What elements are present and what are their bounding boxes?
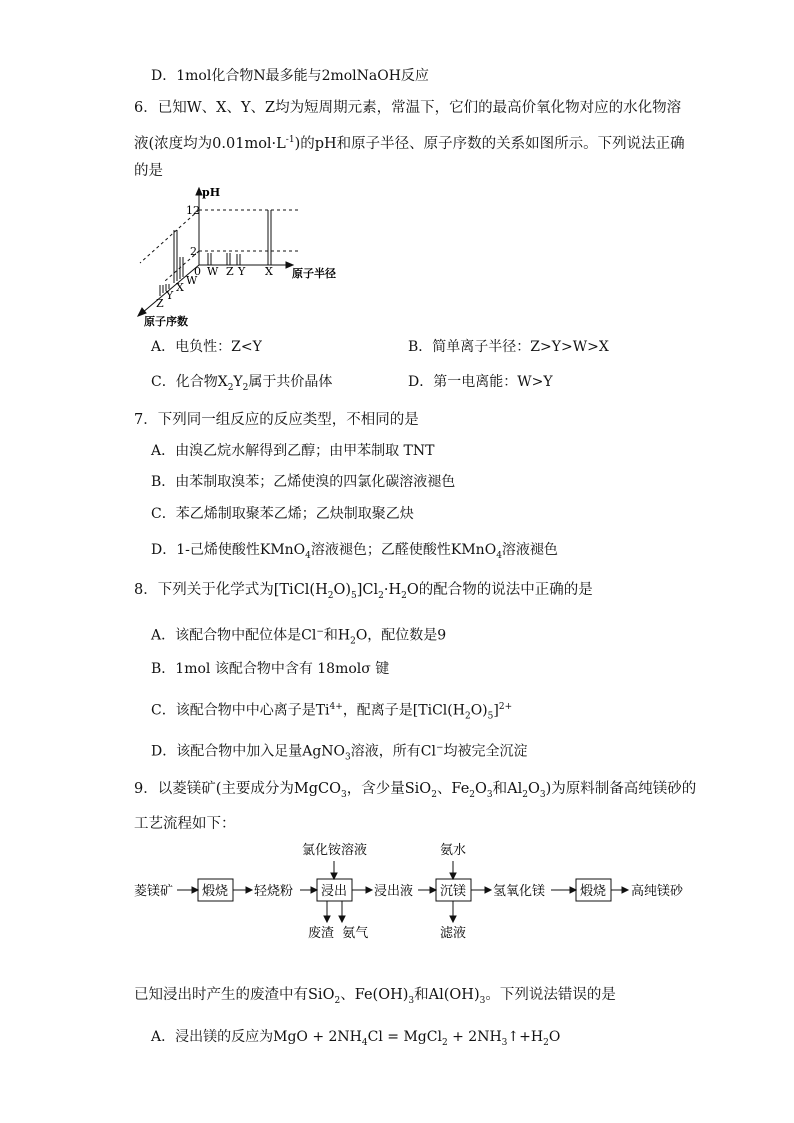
q8-option-a-b: 和H bbox=[323, 627, 351, 644]
flow-box1-label: 煅烧 bbox=[202, 884, 229, 899]
tick-2: 2 bbox=[190, 245, 197, 258]
q8-option-b: B．1mol 该配合物中含有 18molσ 键 bbox=[151, 661, 390, 677]
q9-stem-c: 、Fe bbox=[436, 781, 470, 797]
flow-raw: 菱镁矿 bbox=[134, 884, 174, 899]
q8-option-d-c: 均被完全沉淀 bbox=[443, 743, 528, 760]
flow-output1: 废渣 氨气 bbox=[308, 926, 369, 941]
q8-stem-sub3: 2 bbox=[378, 590, 384, 601]
q8-stem-e: O的配合物的说法中正确的是 bbox=[406, 582, 593, 598]
tick-12: 12 bbox=[186, 204, 200, 217]
q8-stem-d: ·H bbox=[383, 582, 402, 598]
radius-axis-label: 原子半径 bbox=[292, 267, 336, 280]
flow-output2: 滤液 bbox=[440, 926, 467, 941]
q9-option-a-c: + 2NH bbox=[447, 1029, 502, 1045]
q6-option-c-b: 属于共价晶体 bbox=[248, 374, 333, 390]
q6-stem-line2-b: )的pH和原子半径、原子序数的关系如图所示。下列说法正确 bbox=[294, 135, 685, 152]
q7-option-a: A．由溴乙烷水解得到乙醇；由甲苯制取 TNT bbox=[151, 443, 435, 459]
q6-option-c-sub2: 2 bbox=[242, 382, 249, 393]
q6-option-c-sub1: 2 bbox=[227, 382, 234, 393]
q9-option-a-e: O bbox=[548, 1029, 561, 1045]
q9-stem-g: )为原料制备高纯镁砂的 bbox=[545, 781, 697, 797]
depth-label-x: X bbox=[176, 281, 184, 294]
q8-option-d-a: D．该配合物中加入足量AgNO bbox=[151, 743, 346, 760]
q8-option-c-sub1: 2 bbox=[464, 711, 471, 722]
q9-stem bbox=[134, 779, 696, 805]
q9-stem-sub5: 2 bbox=[522, 789, 528, 800]
q9-option-a-sub2: 2 bbox=[441, 1037, 448, 1048]
q9-stem-a: 9．以菱镁矿(主要成分为MgCO bbox=[134, 781, 341, 797]
q9-note-c: 和Al(OH) bbox=[414, 987, 480, 1003]
q8-option-c-sub2: 5 bbox=[487, 711, 494, 722]
depth-axis-label: 原子序数 bbox=[144, 315, 188, 328]
q8-option-c-sup1: 4+ bbox=[329, 702, 343, 712]
q9-note-b: 、Fe(OH) bbox=[340, 987, 409, 1003]
q8-stem-a: 8．下列关于化学式为[TiCl(H bbox=[134, 582, 328, 598]
q6-stem-line2-sup: -1 bbox=[285, 135, 295, 145]
q9-option-a-sub4: 2 bbox=[543, 1037, 549, 1048]
q9-flow-chart bbox=[130, 838, 700, 948]
q9-option-a-sub1: 4 bbox=[361, 1037, 368, 1048]
q6-stem-line2 bbox=[134, 130, 685, 154]
depth-label-y: Y bbox=[166, 289, 174, 302]
q9-option-a-sub3: 3 bbox=[501, 1037, 508, 1048]
flow-input1: 氯化铵溶液 bbox=[302, 843, 368, 858]
q9-note-d: 。下列说法错误的是 bbox=[485, 987, 616, 1003]
q7-option-c: C．苯乙烯制取聚苯乙烯；乙炔制取聚乙炔 bbox=[151, 506, 414, 522]
x-label-x: X bbox=[265, 265, 273, 278]
x-label-y: Y bbox=[238, 265, 246, 278]
x-label-z: Z bbox=[226, 265, 234, 278]
tick-0: 0 bbox=[194, 265, 201, 278]
q8-option-c-d: ] bbox=[493, 702, 499, 719]
q9-stem-e: 和Al bbox=[492, 781, 523, 797]
q7-stem: 7．下列同一组反应的反应类型，不相同的是 bbox=[134, 412, 419, 428]
flow-box2-label: 浸出 bbox=[321, 884, 348, 899]
q6-option-b: B．简单离子半径：Z>Y>W>X bbox=[408, 339, 609, 355]
q8-option-c-b: ，配离子是[TiCl(H bbox=[342, 702, 465, 719]
flow-mid1: 轻烧粉 bbox=[254, 884, 294, 899]
q6-option-c bbox=[151, 372, 332, 398]
q8-stem-sub2: 5 bbox=[351, 590, 357, 601]
q9-option-a-a: A．浸出镁的反应为MgO + 2NH bbox=[151, 1029, 362, 1045]
q7-option-b: B．由苯制取溴苯；乙烯使溴的四氯化碳溶液褪色 bbox=[151, 474, 456, 490]
flow-mid2: 浸出液 bbox=[374, 884, 414, 899]
q6-option-c-a: C．化合物X bbox=[151, 374, 228, 390]
q8-option-d-b: 溶液，所有Cl bbox=[350, 743, 436, 760]
q9-note-sub3: 3 bbox=[479, 995, 486, 1006]
q7-option-d bbox=[151, 540, 558, 566]
q9-option-a-d: ↑+H bbox=[507, 1029, 544, 1045]
q6-stem-line3: 的是 bbox=[134, 163, 163, 179]
q8-stem-c: ]Cl bbox=[356, 582, 379, 598]
q8-option-a-a: A．该配合物中配位体是Cl bbox=[151, 627, 317, 644]
q7-option-d-b: 溶液褪色；乙醛使酸性KMnO bbox=[310, 542, 497, 558]
flow-mid3: 氢氧化镁 bbox=[493, 884, 546, 899]
flow-product: 高纯镁砂 bbox=[631, 884, 684, 899]
q9-option-a-b: Cl = MgCl bbox=[367, 1029, 442, 1045]
q5-option-d: D．1mol化合物N最多能与2molNaOH反应 bbox=[151, 68, 429, 84]
q9-stem-sub4: 3 bbox=[486, 789, 493, 800]
q8-stem-b: O) bbox=[333, 582, 352, 598]
x-label-w: W bbox=[207, 265, 219, 278]
q6-option-c-mid: Y bbox=[233, 374, 243, 390]
q9-stem-sub1: 3 bbox=[341, 789, 347, 800]
q7-option-d-a: D．1-己烯使酸性KMnO bbox=[151, 542, 306, 558]
q6-stem-line1: 6．已知W、X、Y、Z均为短周期元素，常温下，它们的最高价氧化物对应的水化物溶 bbox=[134, 100, 682, 116]
q9-note-a: 已知浸出时产生的废渣中有SiO bbox=[134, 987, 335, 1003]
q9-stem-sub2: 2 bbox=[431, 789, 437, 800]
q8-option-c-a: C．该配合物中中心离子是Ti bbox=[151, 702, 330, 719]
q9-note bbox=[134, 985, 616, 1011]
q9-note-sub2: 3 bbox=[408, 995, 415, 1006]
q8-stem-sub1: 2 bbox=[327, 590, 334, 601]
depth-label-w: W bbox=[186, 274, 198, 287]
q8-option-a-c: O，配位数是9 bbox=[355, 627, 447, 644]
q9-note-sub1: 2 bbox=[334, 995, 341, 1006]
flow-box4-label: 煅烧 bbox=[580, 884, 607, 899]
q9-stem-b: ，含少量SiO bbox=[346, 781, 432, 797]
q8-option-d-sup: − bbox=[435, 743, 444, 753]
q8-option-a-sup: − bbox=[316, 627, 324, 637]
flow-box3-label: 沉镁 bbox=[440, 884, 467, 899]
q8-option-d-sub: 3 bbox=[345, 752, 351, 763]
q8-option-a-sub: 2 bbox=[350, 636, 356, 647]
q9-option-a bbox=[151, 1027, 560, 1053]
q8-stem-sub4: 2 bbox=[401, 590, 407, 601]
q9-stem-d: O bbox=[475, 781, 487, 797]
q9-stem-sub3: 2 bbox=[469, 789, 476, 800]
q8-option-d bbox=[151, 738, 528, 767]
flow-input2: 氨水 bbox=[440, 843, 467, 858]
q8-option-a bbox=[151, 622, 446, 651]
q6-option-a: A．电负性：Z<Y bbox=[151, 339, 262, 355]
q9-stem-sub6: 3 bbox=[539, 789, 546, 800]
q6-stem-line2-a: 液(浓度均为0.01mol·L bbox=[134, 135, 286, 152]
q8-stem bbox=[134, 580, 593, 606]
q8-option-c-sup2: 2+ bbox=[498, 702, 513, 712]
q9-stem-f: O bbox=[528, 781, 540, 797]
q7-option-d-sub2: 4 bbox=[496, 550, 502, 561]
q9-stem-line2: 工艺流程如下： bbox=[134, 816, 236, 832]
q7-option-d-c: 溶液褪色 bbox=[501, 542, 558, 558]
q6-option-d: D．第一电离能：W>Y bbox=[408, 374, 553, 390]
ph-axis-label: pH bbox=[202, 186, 221, 199]
depth-label-z: Z bbox=[156, 297, 164, 310]
q7-option-d-sub1: 4 bbox=[305, 550, 311, 561]
q8-option-c bbox=[151, 697, 512, 726]
q6-figure bbox=[130, 185, 360, 330]
q8-option-c-c: O) bbox=[470, 702, 488, 719]
